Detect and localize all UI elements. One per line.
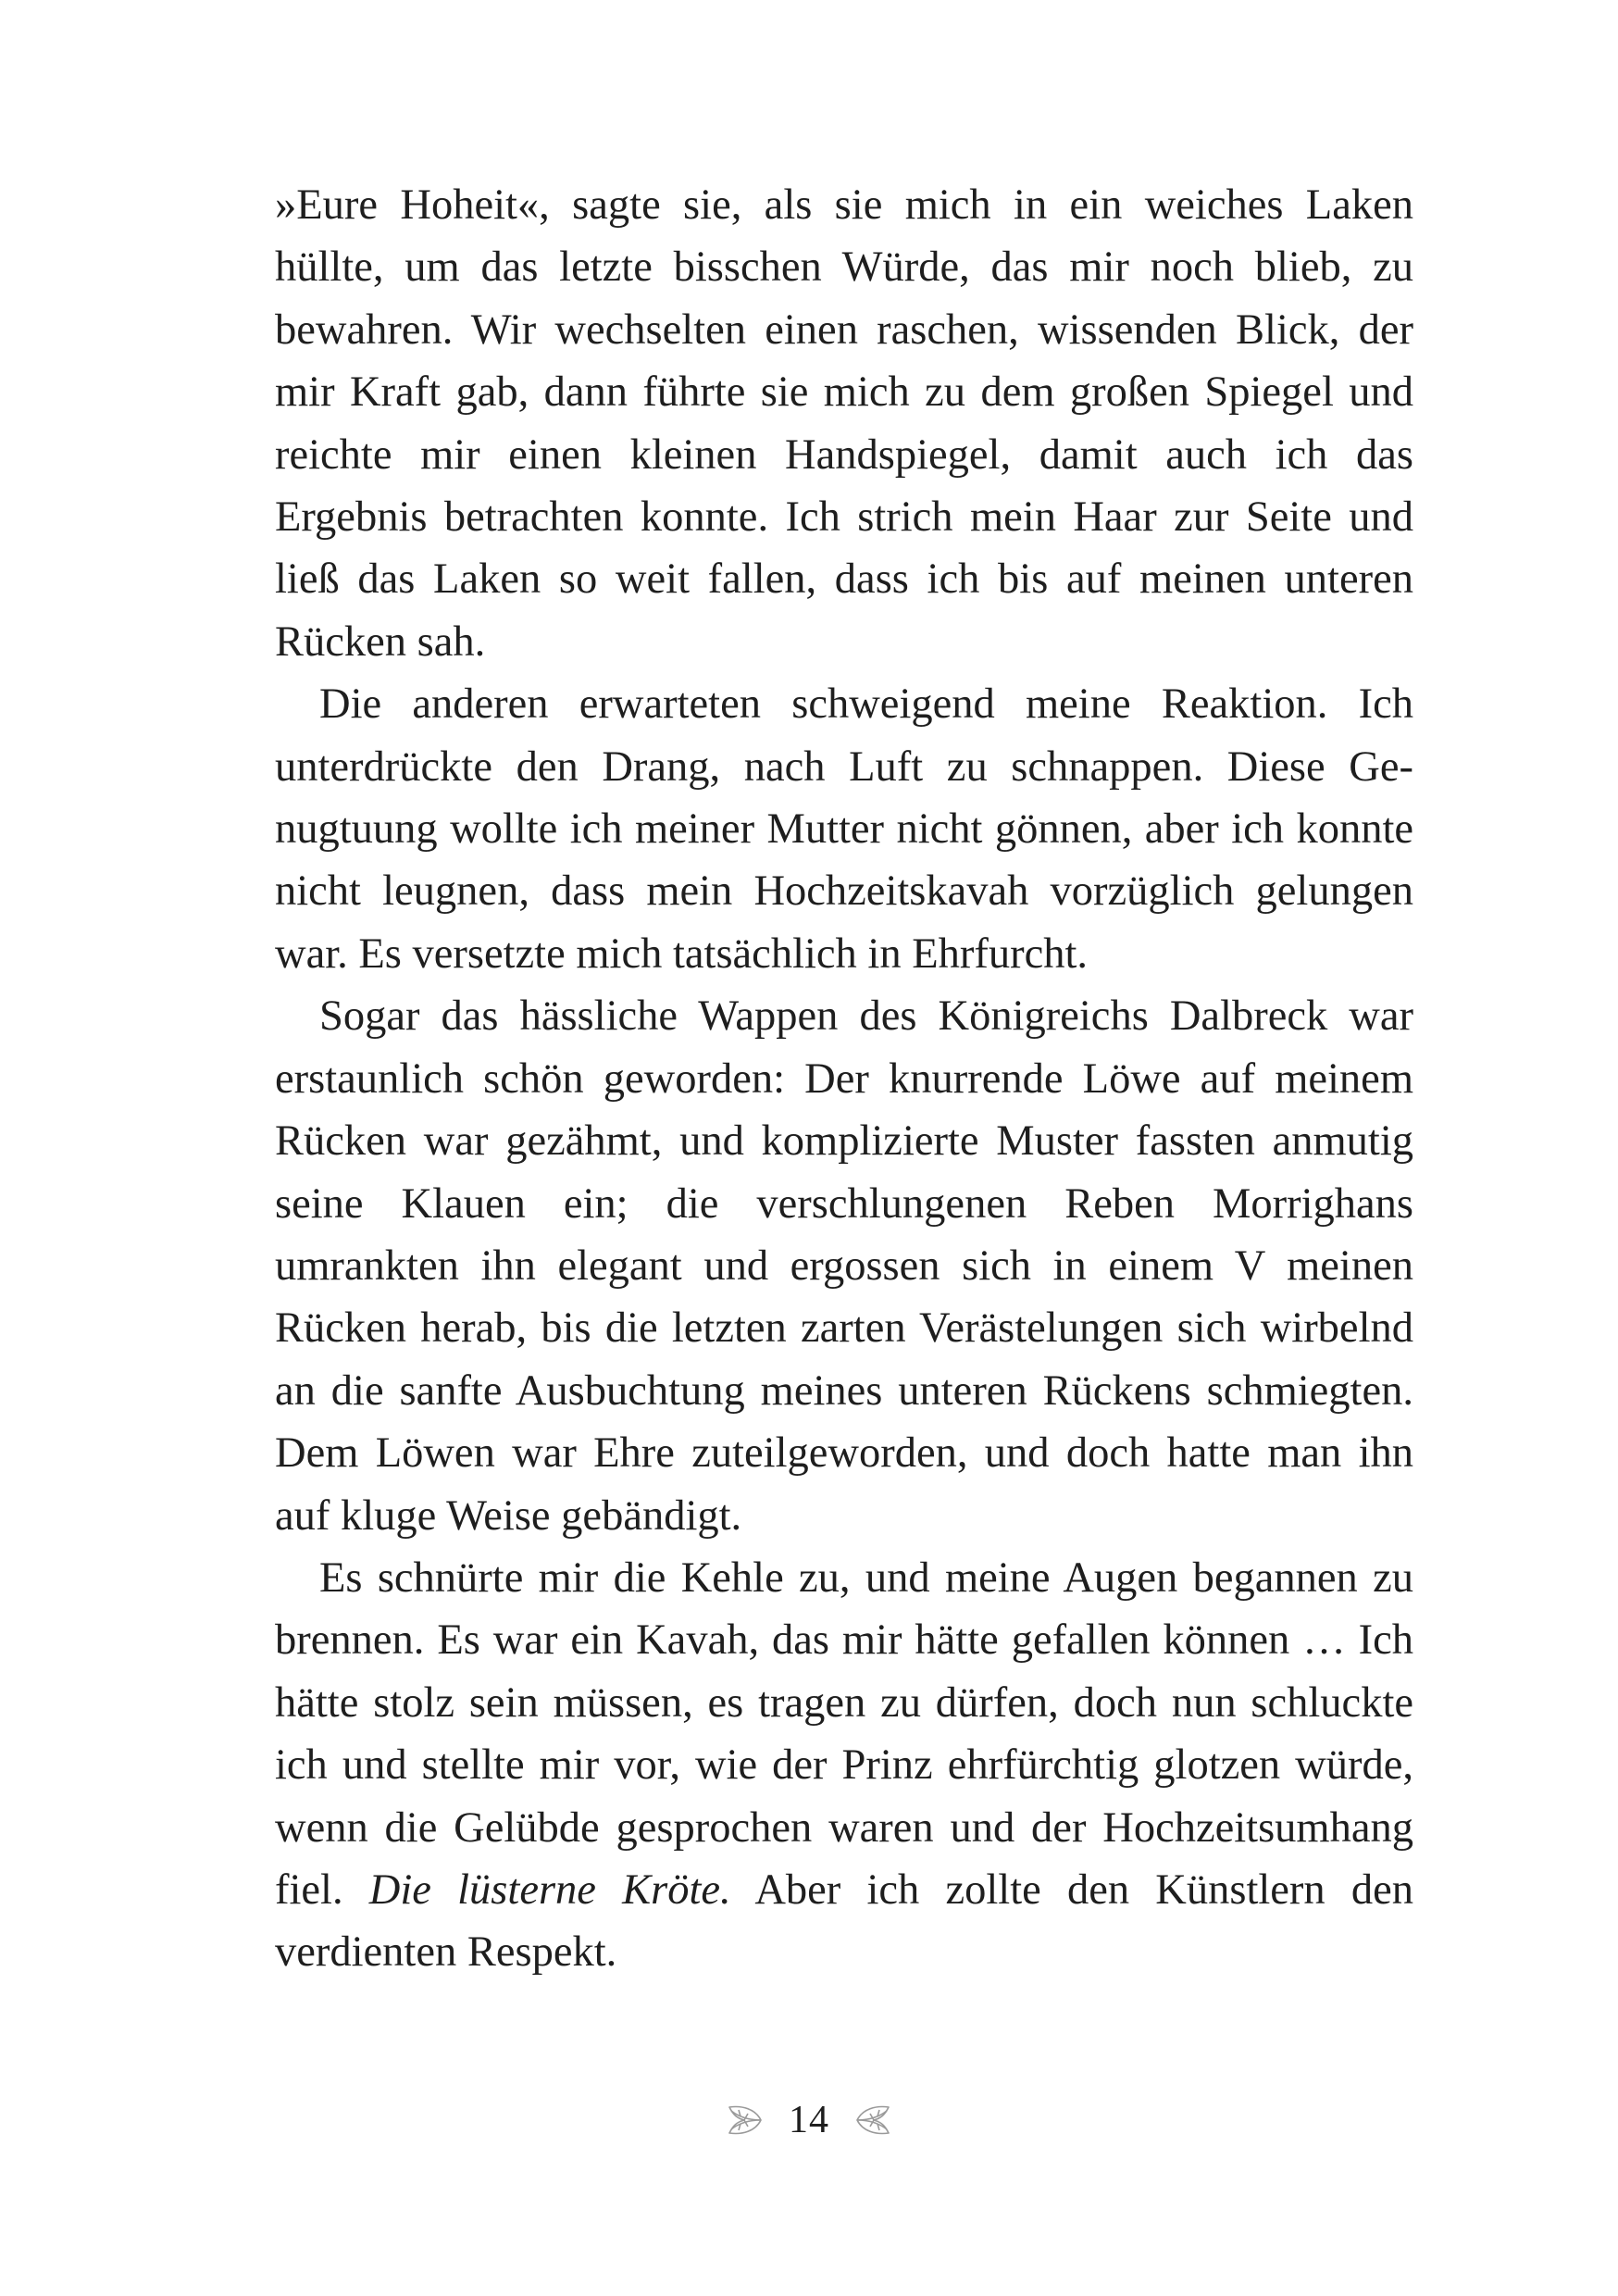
paragraph-4-italic-text: Die lüsterne Kröte. <box>368 1866 731 1914</box>
page-footer <box>0 2083 1618 2157</box>
leaf-ornament-icon <box>850 2096 898 2144</box>
paragraph-2 <box>275 673 1413 985</box>
leaf-ornament-icon <box>720 2096 768 2144</box>
page-number: 14 <box>789 2099 829 2141</box>
paragraph-4-text: Es schnürte mir die Kehle zu, und meine Augen begannen zu brennen. Es war ein Kavah, das mir hätte gefallen können … Ich hätte stolz sein müssen, es tragen zu dürfen, doch nun schluckte ich und stellte mir vor, wie der Prinz ehrfürchtig glotzen würde, wenn die Gelübde gesprochen waren und der Hochzeitsumhang fiel. <box>275 1554 1413 1914</box>
paragraph-3 <box>275 985 1413 1547</box>
body-text <box>275 174 1413 1984</box>
paragraph-4 <box>275 1547 1413 1984</box>
paragraph-1 <box>275 174 1413 673</box>
paragraph-4-text-end: Aber ich zollte den Künstlern den verdienten Respekt. <box>275 1866 1414 1977</box>
paragraph-1-text: »Eure Hoheit«, sagte sie, als sie mich in ein weiches Laken hüllte, um das letzte bisschen Würde, das mir noch blieb, zu bewahren. Wir wechselten einen raschen, wissenden Blick, der mir Kraft gab, dann führte sie mich zu dem großen Spiegel und reichte mir einen kleinen Handspiegel, damit auch ich das Ergebnis betrachten konnte. Ich strich mein Haar zur Seite und ließ das Laken so weit fallen, dass ich bis auf meinen unteren Rücken sah. <box>275 181 1413 666</box>
paragraph-2-text: Die anderen erwarteten schweigend meine Reaktion. Ich unterdrückte den Drang, nach Luft zu schnappen. Diese Genugtuung wollte ich meiner Mutter nicht gönnen, aber ich konnte nicht leugnen, dass mein Hochzeitskavah vorzüglich gelungen war. Es versetzte mich tatsächlich in Ehrfurcht. <box>275 680 1413 978</box>
paragraph-3-text: Sogar das hässliche Wappen des Königreichs Dalbreck war erstaunlich schön geworden: Der knurrende Löwe auf meinem Rücken war gezähmt, und komplizierte Muster fassten anmutig seine Klauen ein; die verschlungenen Reben Morrighans umrankten ihn elegant und ergossen sich in einem V meinen Rücken herab, bis die letzten zarten Verästelungen sich wirbelnd an die sanfte Ausbuchtung meines unteren Rückens schmiegten. Dem Löwen war Ehre zuteilgeworden, und doch hatte man ihn auf kluge Weise gebändigt. <box>275 992 1413 1540</box>
